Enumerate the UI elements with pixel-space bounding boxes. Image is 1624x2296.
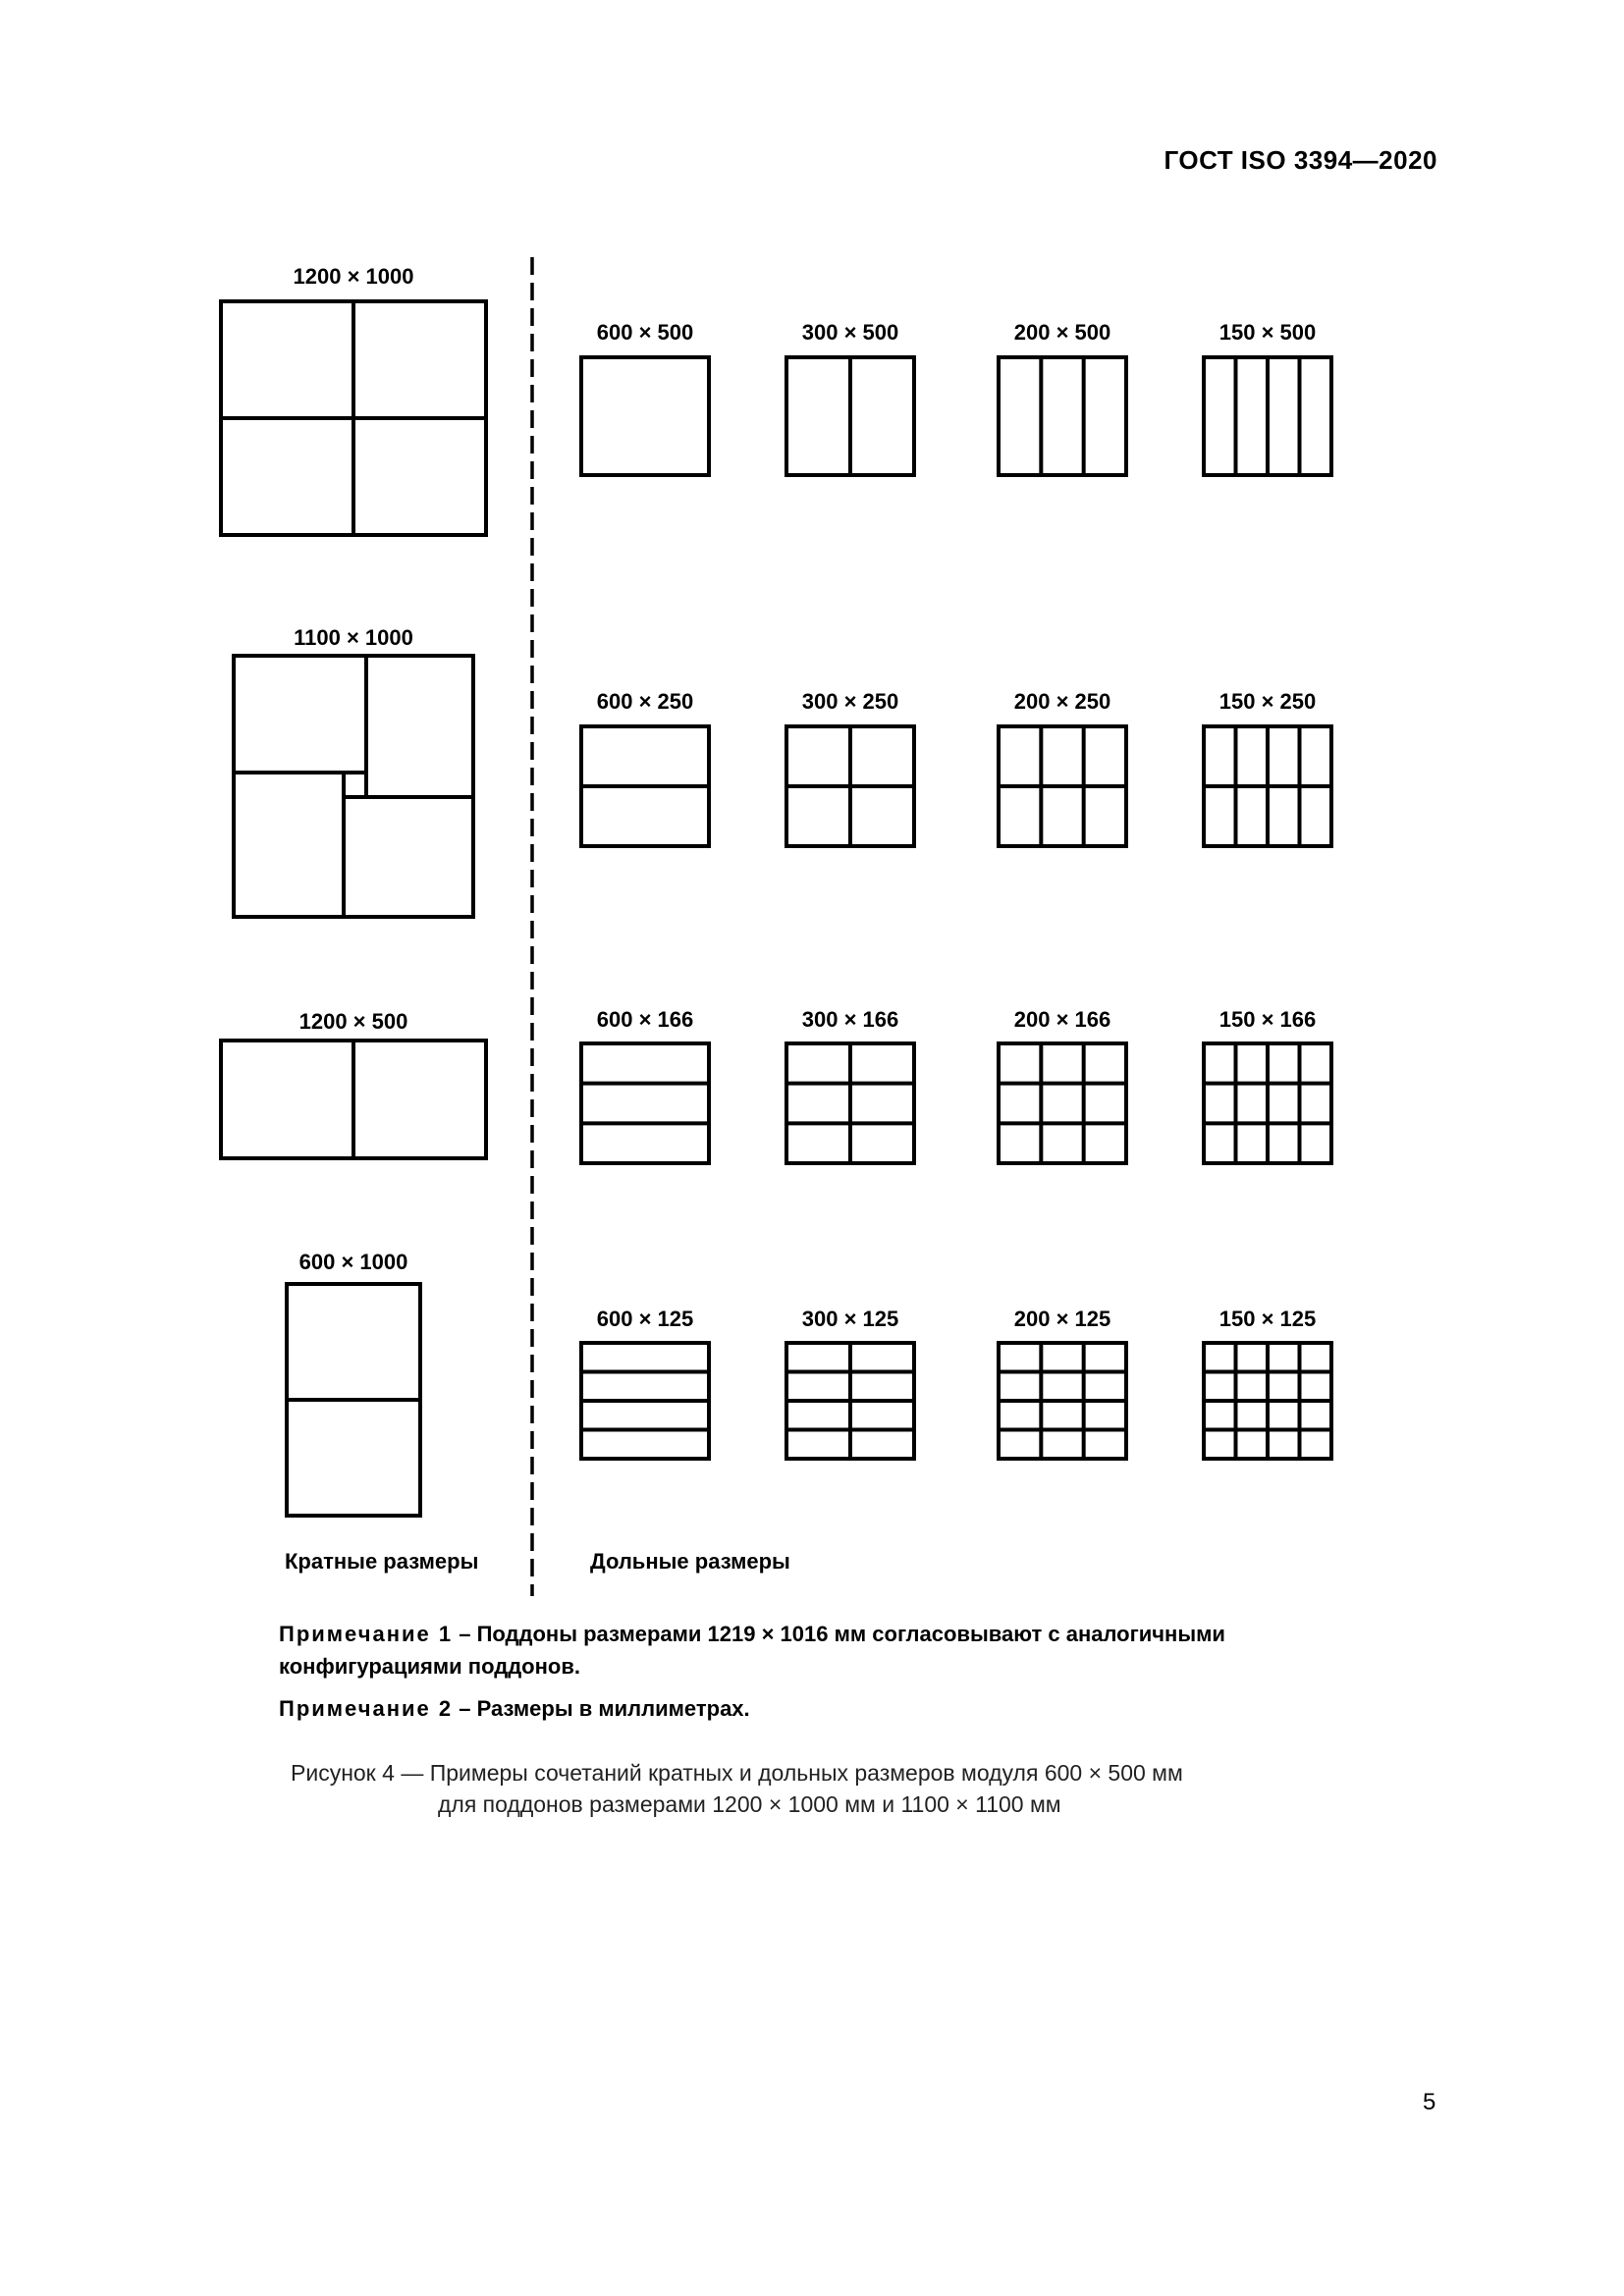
submultiple-size-label: 150 × 166	[1218, 1007, 1317, 1032]
multiple-size-label: 1200 × 1000	[293, 264, 414, 289]
note-2-text: – Размеры в миллиметрах.	[453, 1696, 750, 1721]
note-1-label: Примечание 1	[279, 1622, 454, 1646]
submultiple-size-label: 600 × 125	[596, 1307, 694, 1331]
submultiple-sizes-group	[581, 320, 1331, 1459]
note-2	[279, 1692, 750, 1725]
submultiple-size-r2c4	[1204, 689, 1331, 846]
submultiple-size-label: 300 × 125	[801, 1307, 899, 1331]
document-header: ГОСТ ISO 3394—2020	[1164, 145, 1437, 175]
multiple-size-1	[221, 264, 486, 535]
submultiple-size-r3c4	[1204, 1007, 1331, 1163]
page-number: 5	[1423, 2089, 1436, 2115]
figure-caption-line-2: для поддонов размерами 1200 × 1000 мм и 1100 × 1100 мм	[438, 1791, 1061, 1817]
note-1-text: – Поддоны размерами 1219 × 1016 мм согласовывают с аналогичными	[453, 1622, 1225, 1646]
submultiple-size-r4c1	[581, 1307, 709, 1459]
submultiple-size-outline	[999, 1043, 1126, 1163]
submultiple-size-r2c3	[999, 689, 1126, 846]
submultiple-size-label: 150 × 125	[1218, 1307, 1317, 1331]
multiple-sizes-group	[221, 264, 486, 1516]
submultiple-size-label: 600 × 500	[596, 320, 694, 345]
multiple-size-4	[287, 1250, 420, 1516]
submultiple-size-label: 200 × 500	[1013, 320, 1111, 345]
multiple-size-label: 1200 × 500	[298, 1009, 408, 1034]
submultiple-size-r4c4	[1204, 1307, 1331, 1459]
multiple-size-3	[221, 1009, 486, 1158]
submultiple-size-r1c4	[1204, 320, 1331, 475]
multiple-size-2	[234, 625, 473, 917]
submultiple-size-label: 600 × 166	[596, 1007, 694, 1032]
note-1-text-cont: конфигурациями поддонов.	[279, 1654, 580, 1679]
submultiple-size-r1c3	[999, 320, 1126, 475]
submultiple-size-r2c2	[786, 689, 914, 846]
submultiple-size-outline	[581, 1043, 709, 1163]
submultiple-size-r2c1	[581, 689, 709, 846]
submultiple-size-label: 150 × 500	[1218, 320, 1317, 345]
submultiple-size-outline	[581, 357, 709, 475]
submultiple-size-r1c1	[581, 320, 709, 475]
left-column-caption: Кратные размеры	[285, 1549, 479, 1574]
submultiple-size-label: 300 × 500	[801, 320, 899, 345]
submultiple-size-outline	[999, 357, 1126, 475]
submultiple-size-r1c2	[786, 320, 914, 475]
figure-caption-line-1: Рисунок 4 — Примеры сочетаний кратных и дольных размеров модуля 600 × 500 мм	[291, 1760, 1183, 1786]
submultiple-size-label: 600 × 250	[596, 689, 694, 714]
submultiple-size-label: 150 × 250	[1218, 689, 1317, 714]
multiple-size-label: 600 × 1000	[298, 1250, 408, 1274]
submultiple-size-r3c2	[786, 1007, 914, 1163]
submultiple-size-r4c3	[999, 1307, 1126, 1459]
note-1	[279, 1618, 1225, 1682]
right-column-caption: Дольные размеры	[590, 1549, 790, 1574]
submultiple-size-label: 300 × 166	[801, 1007, 899, 1032]
submultiple-size-label: 200 × 250	[1013, 689, 1111, 714]
submultiple-size-r3c3	[999, 1007, 1126, 1163]
submultiple-size-label: 200 × 166	[1013, 1007, 1111, 1032]
submultiple-size-label: 300 × 250	[801, 689, 899, 714]
submultiple-size-r3c1	[581, 1007, 709, 1163]
submultiple-size-r4c2	[786, 1307, 914, 1459]
multiple-size-label: 1100 × 1000	[294, 625, 413, 650]
pinwheel-outline	[234, 656, 473, 917]
note-2-label: Примечание 2	[279, 1696, 454, 1721]
submultiple-size-label: 200 × 125	[1013, 1307, 1111, 1331]
